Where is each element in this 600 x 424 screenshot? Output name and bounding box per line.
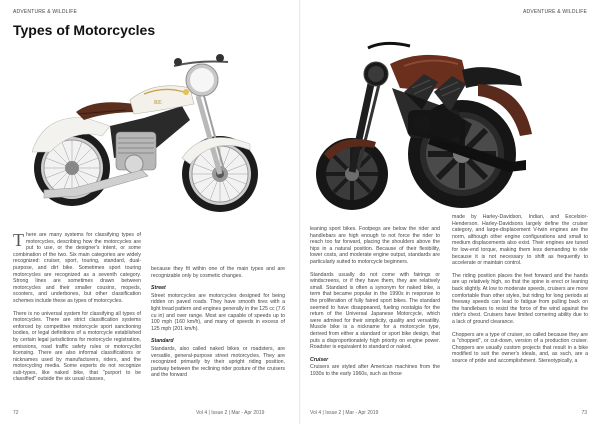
paragraph: made by Harley-Davidson, Indian, and Excelsior-Henderson. Harley-Davidsons largely define the cruiser category, and large-displacement V-twin engines are the norm, although other engine configurations and small to medium displacements also exist. Their engines are tuned for low-end torque, making them less demanding to ride because it is not necessary to shift as frequently to accelerate or maintain control.: [452, 214, 588, 267]
subheading-street: Street: [151, 285, 166, 292]
issue-footer: Vol 4 | Issue 2 | Mar - Apr 2019: [310, 410, 379, 416]
article-column-1: [13, 232, 141, 389]
paragraph: Cruisers are styled after American machines from the 1930s to the early 1960s, such as those: [310, 364, 440, 377]
paragraph: Street motorcycles are motorcycles designed for being ridden on paved roads. They have smooth tires with a light tread pattern and engines generally in the 125 cc (7.6 cu in) and over range. Most are capable of speeds up to 100 mph (160 km/h), and many of speeds in excess of 125 mph (201 km/h).: [151, 292, 285, 332]
paragraph: The riding position places the feet forward and the hands are up relatively high, so that the spine is erect or leaning back slightly. At low to moderate speeds, cruisers are more comfortable than other styles, but riding for long periods at freeway speeds can lead to fatigue from pulling back on the handlebars to resist the force of the wind against the rider's chest. Cruisers have limited cornering ability due to a lack of ground clearance.: [452, 272, 588, 325]
subheading-standard: Standard: [151, 338, 174, 345]
classic-motorcycle-image: [14, 40, 284, 224]
paragraph: Standards, also called naked bikes or roadsters, are versatile, general-purpose street motorcycles. They are recognized primarily by their upright riding position, partway between the reclining rider posture of the cruisers and the forward: [151, 345, 285, 379]
front-wheel: [316, 138, 388, 210]
issue-footer: Vol 4 | Issue 2 | Mar - Apr 2019: [196, 410, 265, 416]
drop-cap: T: [13, 230, 24, 250]
paragraph: Choppers are a type of cruiser, so called because they are a "chopped", or cut-down, version of a production cruiser. Choppers are usually custom projects that result in a bike modified to suit the owner's ideals, and, as such, are a source of pride and accomplishment. Stereotypically, a: [452, 331, 588, 364]
right-page: [300, 0, 600, 424]
intro-paragraph: There are many systems for classifying types of motorcycles, describing how the motorcycles are put to use, or the designer's intent, or some combination of the two. Six main categories are widely recognized: cruiser, sport, touring, standard, dual-purpose, and dirt bike. Sometimes sport touring motorcycles are recognized as a seventh category. Strong lines are sometimes drawn between motorcycles and their smaller cousins, mopeds, scooters, and underbones, but other classification schemes include these as types of motorcycles.: [13, 230, 141, 304]
section-label: ADVENTURE & WILDLIFE: [13, 9, 78, 15]
article-column-1: [310, 226, 440, 383]
page-title: Types of Motorcycles: [13, 22, 156, 38]
article-column-2: [151, 266, 285, 385]
svg-text:RE: RE: [154, 100, 162, 106]
cruiser-motorcycle-image: [312, 14, 548, 226]
page-number: 72: [13, 410, 19, 416]
paragraph: leaning sport bikes. Footpegs are below the rider and handlebars are high enough to not force the rider to reach too far forward, placing the shoulders above the hips in a natural position. Because of their flexibility, lower costs, and moderate engine output, standards are particularly suited to motorcycle beginners.: [310, 226, 440, 265]
page-number: 73: [581, 410, 587, 416]
paragraph: because they fit within one of the main types and are recognizable only by cosmetic changes.: [151, 266, 285, 279]
section-label: ADVENTURE & WILDLIFE: [522, 9, 587, 15]
paragraph: There is no universal system for classifying all types of motorcycles. There are strict classification systems enforced by competitive motorcycle sport sanctioning bodies, or legal definitions of a motorcycle established by certain legal jurisdictions for motorcycle registration, emissions, road traffic safety rules or motorcyclist licensing. There are also informal classifications or nicknames used by manufacturers, riders, and the motorcycling media. Some experts do not recognize sub-types, like naked bike, that "purport to be classified" outside the six usual classes,: [13, 310, 141, 383]
paragraph: Standards usually do not come with fairings or windscreens, or if they have them, they are relatively small. Standard is often a synonym for naked bike, a term that became popular in the 1990s in response to the proliferation of fully faired sport bikes. The standard seemed to have disappeared, fueling nostalgia for the return of the Universal Japanese Motorcycle, which were admired for their simplicity, quality and versatility. Muscle bike is a nickname for a motorcycle type, derived from either a standard or sport bike design, that puts a disproportionately high priority on engine power. Roadster is equivalent to standard or naked.: [310, 271, 440, 351]
article-column-2: [452, 214, 588, 370]
subheading-cruiser: Cruiser: [310, 356, 329, 363]
